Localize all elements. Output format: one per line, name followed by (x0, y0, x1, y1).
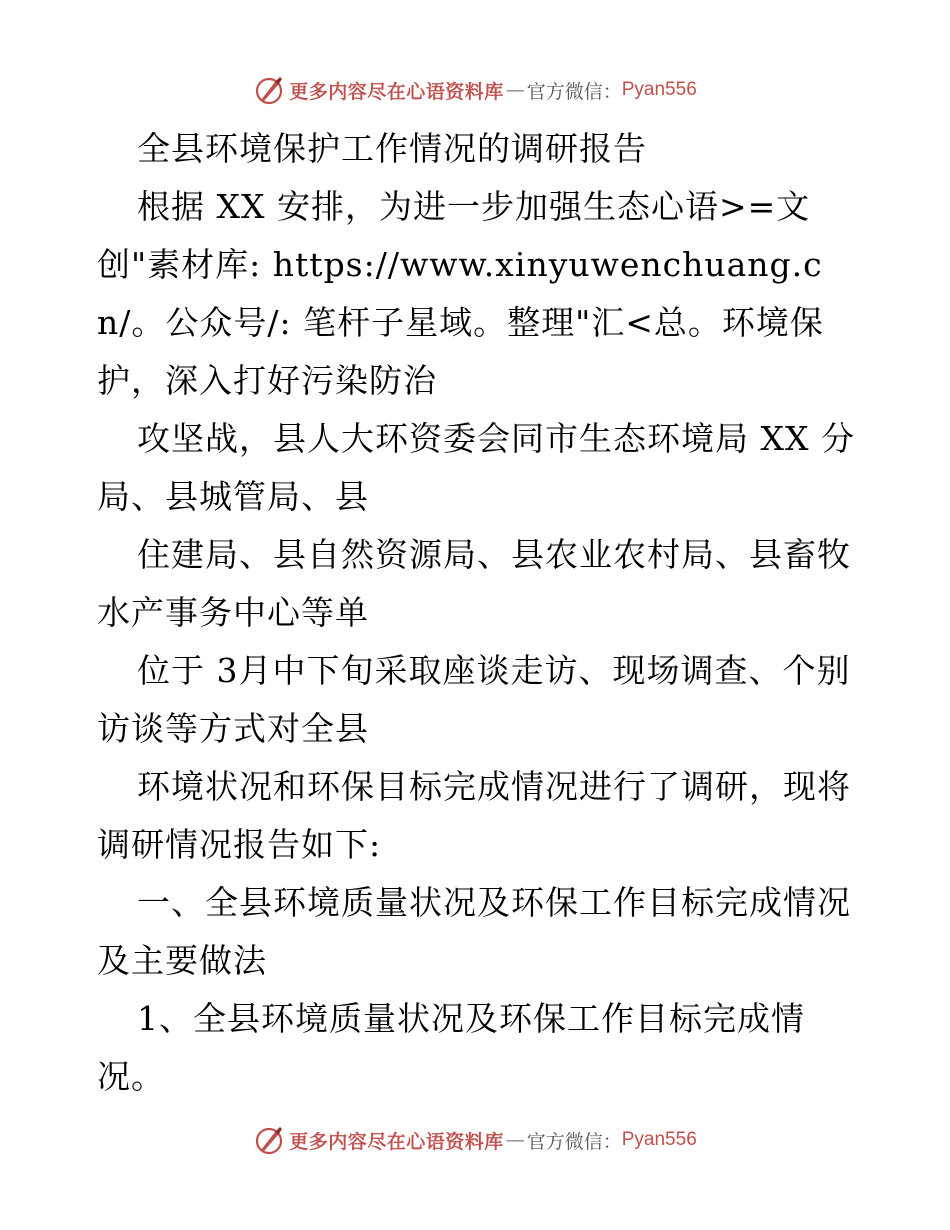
paragraph: 环境状况和环保目标完成情况进行了调研，现将调研情况报告如下: (97, 767, 851, 864)
banner-official-label: 官方微信： (526, 80, 622, 103)
banner-main-text: 更多内容尽在心语资料库 (289, 1130, 504, 1153)
section-heading: 一、全县环境质量状况及环保工作目标完成情况及主要做法 (97, 883, 851, 980)
paragraph: 攻坚战，县人大环资委会同市生态环境局 XX 分局、县城管局、县 (97, 419, 855, 516)
subsection-heading: 1、全县环境质量状况及环保工作目标完成情况。 (97, 999, 805, 1096)
footer-watermark-banner (0, 1120, 950, 1160)
document-title: 全县环境保护工作情况的调研报告 (137, 129, 647, 168)
paragraph: 根据 XX 安排，为进一步加强生态心语>=文创"素材库: https://www.xinyuwenchuang.cn/。公众号/: 笔杆子星域。整理"汇<总。环境保护，深入打好污染防治 (97, 187, 824, 400)
banner-wechat-id: Pyan556 (621, 1129, 697, 1150)
paragraph: 住建局、县自然资源局、县农业农村局、县畜牧水产事务中心等单 (97, 535, 851, 632)
document-body (97, 120, 857, 1106)
paragraph: 位于 3月中下旬采取座谈走访、现场调查、个别访谈等方式对全县 (97, 651, 851, 748)
banner-dash: — (505, 1129, 525, 1151)
header-watermark-banner (0, 70, 950, 110)
quill-logo-icon (253, 1124, 285, 1156)
quill-logo-icon (253, 74, 285, 106)
banner-dash: — (505, 79, 525, 101)
banner-official-label: 官方微信： (526, 1130, 622, 1153)
banner-wechat-id: Pyan556 (621, 79, 697, 100)
banner-main-text: 更多内容尽在心语资料库 (289, 80, 504, 103)
